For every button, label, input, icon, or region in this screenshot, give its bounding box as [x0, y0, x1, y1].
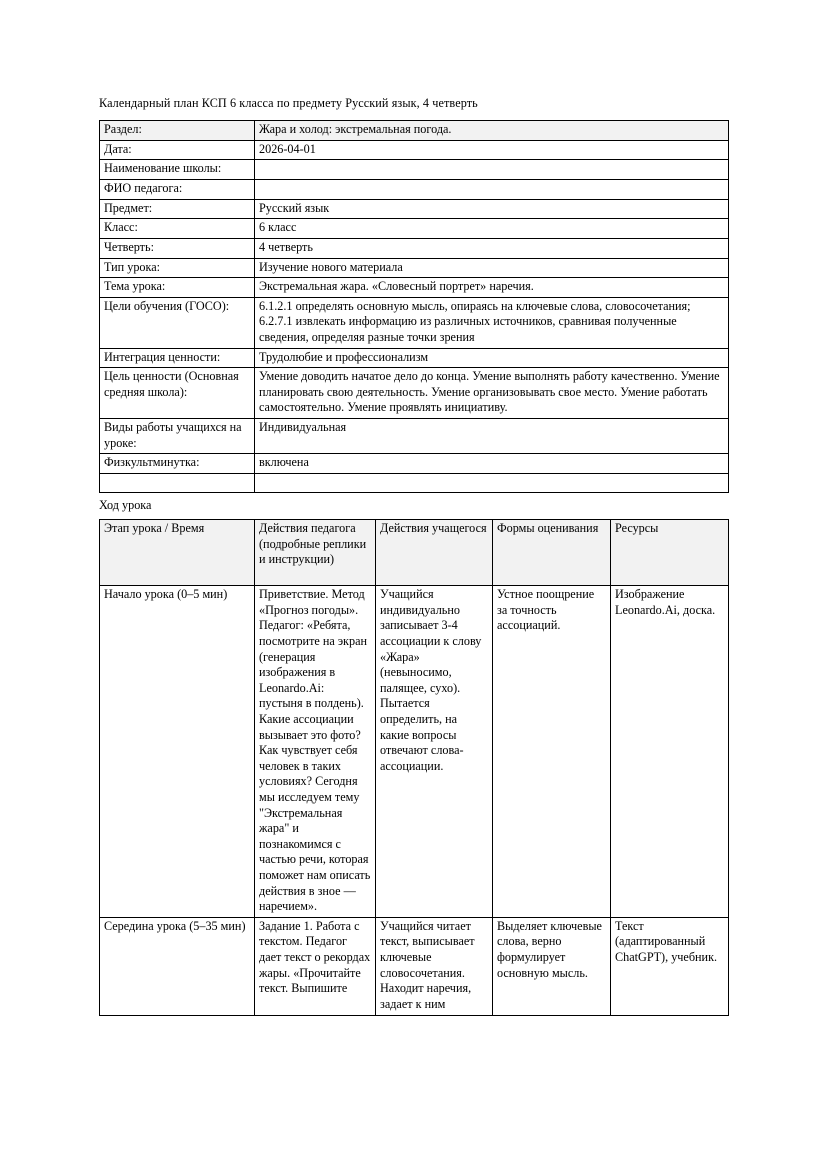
table-row: [100, 917, 729, 1015]
page-break-mask: [0, 1063, 827, 1170]
column-header-stage: Этап урока / Время: [100, 520, 255, 586]
cell-stage: Начало урока (0–5 мин): [100, 586, 255, 918]
lesson-info-table-body: [100, 121, 729, 493]
info-value-cell: 4 четверть: [255, 238, 729, 258]
table-row: [100, 121, 729, 141]
column-header-teacher-actions: Действия педагога (подробные реплики и инструкции): [255, 520, 376, 586]
info-label-cell: Наименование школы:: [100, 160, 255, 180]
lesson-flow-table-body: [100, 586, 729, 1015]
table-row: [100, 238, 729, 258]
info-label-cell: Раздел:: [100, 121, 255, 141]
cell-teacher-actions: Задание 1. Работа с текстом. Педагог дает текст о рекордах жары. «Прочитайте текст. Выпишите: [255, 917, 376, 1015]
info-label-cell: ФИО педагога:: [100, 180, 255, 200]
info-value-cell: 6 класс: [255, 219, 729, 239]
info-value-cell: Изучение нового материала: [255, 258, 729, 278]
info-label-cell: Тип урока:: [100, 258, 255, 278]
info-value-cell: включена: [255, 454, 729, 474]
info-label-cell: Цель ценности (Основная средняя школа):: [100, 368, 255, 419]
page-title: Календарный план КСП 6 класса по предмету Русский язык, 4 четверть: [99, 96, 478, 110]
table-row: [100, 180, 729, 200]
lesson-flow-table: [99, 519, 729, 1015]
lesson-flow-heading: Ход урока: [99, 497, 152, 512]
info-label-cell: Предмет:: [100, 199, 255, 219]
info-value-cell: 2026-04-01: [255, 140, 729, 160]
info-label-cell: Класс:: [100, 219, 255, 239]
cell-assessment: Выделяет ключевые слова, верно формулирует основную мысль.: [493, 917, 611, 1015]
lesson-flow-table-header: [100, 520, 729, 586]
cell-resources: Текст (адаптированный ChatGPT), учебник.: [611, 917, 729, 1015]
table-row: [100, 586, 729, 918]
info-value-cell: Индивидуальная: [255, 419, 729, 454]
document-content: [99, 96, 728, 1016]
table-row: [100, 219, 729, 239]
table-row: [100, 348, 729, 368]
table-row: [100, 278, 729, 298]
info-value-cell: [255, 160, 729, 180]
info-label-cell: [100, 473, 255, 492]
cell-stage: Середина урока (5–35 мин): [100, 917, 255, 1015]
info-label-cell: Дата:: [100, 140, 255, 160]
table-row: [100, 258, 729, 278]
info-label-cell: Тема урока:: [100, 278, 255, 298]
info-value-cell: 6.1.2.1 определять основную мысль, опираясь на ключевые слова, словосочетания; 6.2.7.1 извлекать информацию из различных источников, сравнивая полученные сведения, определяя разные точки зрения: [255, 297, 729, 348]
table-row: [100, 140, 729, 160]
cell-teacher-actions: Приветствие. Метод «Прогноз погоды». Педагог: «Ребята, посмотрите на экран (генерация изображения в Leonardo.Ai: пустыня в полдень). Какие ассоциации вызывает это фото? Как чувствует себя человек в таких условиях? Сегодня мы исследуем тему "Экстремальная жара" и познакомимся с частью речи, которая поможет нам описать действия в зное — наречием».: [255, 586, 376, 918]
cell-assessment: Устное поощрение за точность ассоциаций.: [493, 586, 611, 918]
info-label-cell: Интеграция ценности:: [100, 348, 255, 368]
lesson-info-table: [99, 120, 729, 493]
column-header-resources: Ресурсы: [611, 520, 729, 586]
info-value-cell: Экстремальная жара. «Словесный портрет» наречия.: [255, 278, 729, 298]
table-row: [100, 297, 729, 348]
info-label-cell: Физкультминутка:: [100, 454, 255, 474]
info-label-cell: Цели обучения (ГОСО):: [100, 297, 255, 348]
info-value-cell: [255, 473, 729, 492]
cell-resources: Изображение Leonardo.Ai, доска.: [611, 586, 729, 918]
info-label-cell: Виды работы учащихся на уроке:: [100, 419, 255, 454]
info-value-cell: Трудолюбие и профессионализм: [255, 348, 729, 368]
table-row: [100, 419, 729, 454]
table-row: [100, 160, 729, 180]
info-value-cell: Жара и холод: экстремальная погода.: [255, 121, 729, 141]
table-row: [100, 199, 729, 219]
info-value-cell: Русский язык: [255, 199, 729, 219]
table-row: [100, 454, 729, 474]
table-row: [100, 368, 729, 419]
table-row: [100, 473, 729, 492]
table-header-row: [100, 520, 729, 586]
cell-student-actions: Учащийся читает текст, выписывает ключевые словосочетания. Находит наречия, задает к ним: [376, 917, 493, 1015]
info-value-cell: Умение доводить начатое дело до конца. Умение выполнять работу качественно. Умение планировать свою деятельность. Умение организовывать свое место. Умение работать самостоятельно. Умение проявлять инициативу.: [255, 368, 729, 419]
info-value-cell: [255, 180, 729, 200]
column-header-assessment-forms: Формы оценивания: [493, 520, 611, 586]
cell-student-actions: Учащийся индивидуально записывает 3-4 ассоциации к слову «Жара» (невыносимо, палящее, сухо). Пытается определить, на какие вопросы отвечают слова-ассоциации.: [376, 586, 493, 918]
column-header-student-actions: Действия учащегося: [376, 520, 493, 586]
info-label-cell: Четверть:: [100, 238, 255, 258]
